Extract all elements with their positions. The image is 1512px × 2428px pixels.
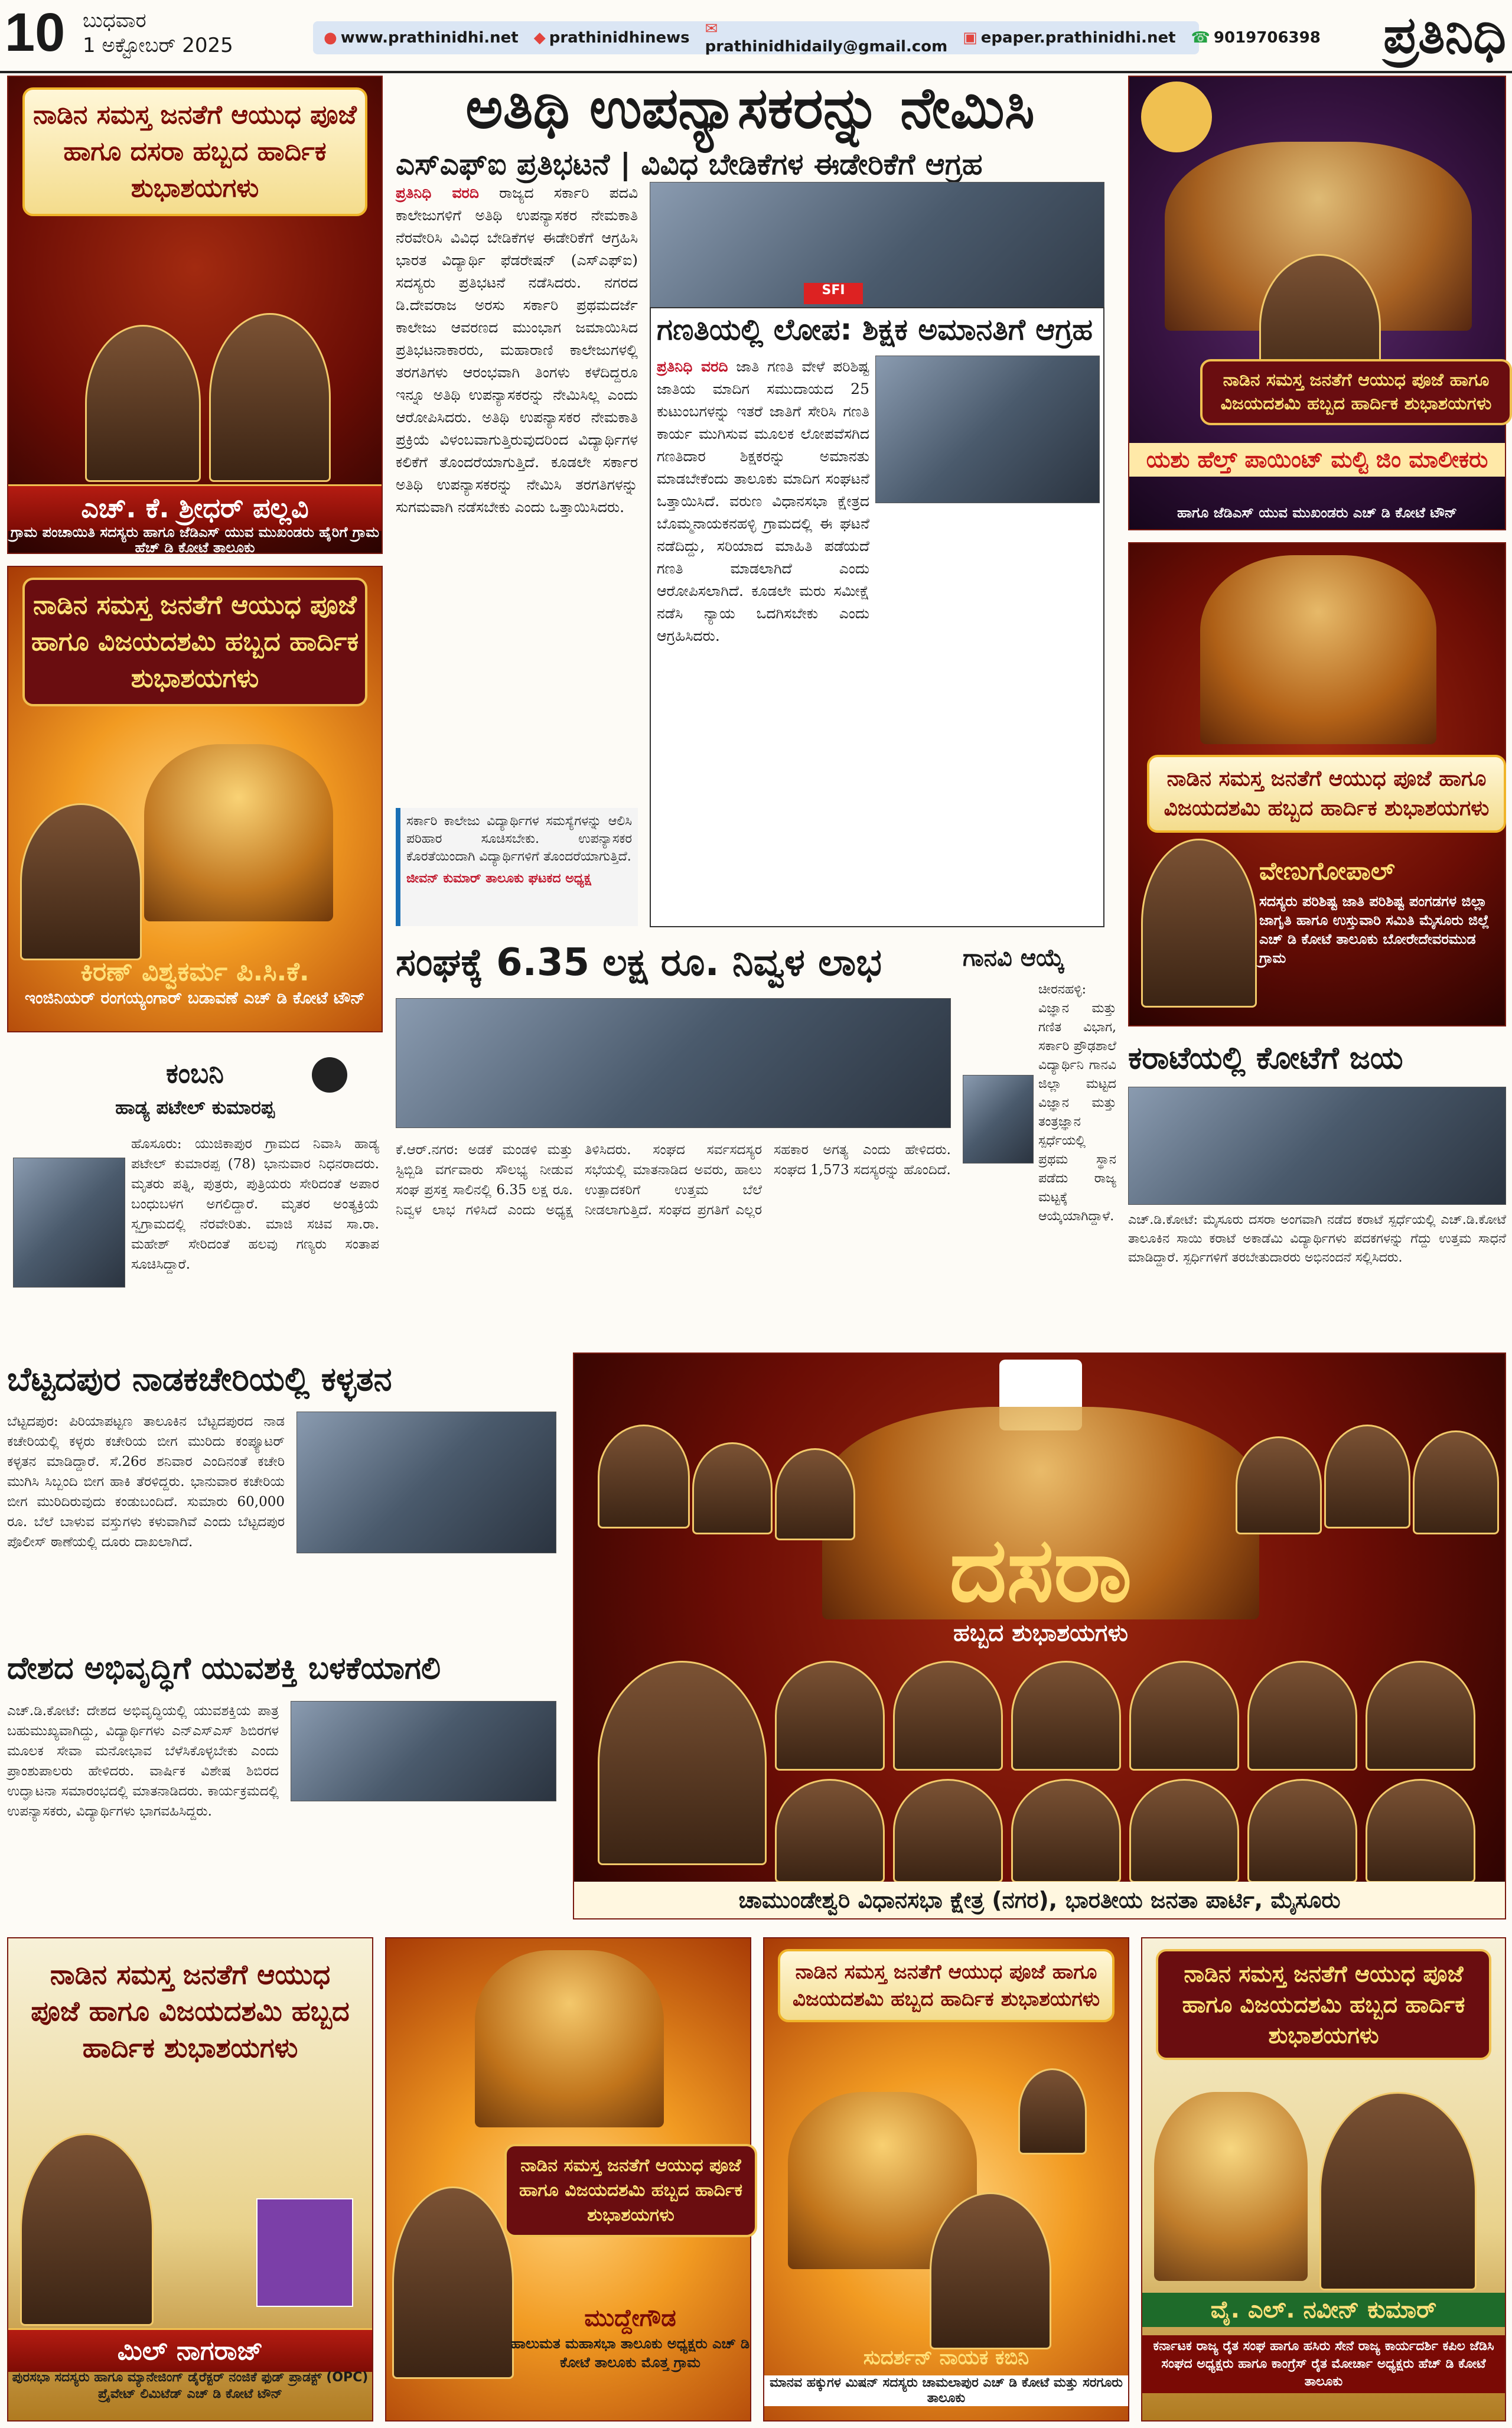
youth-headline: ದೇಶದ ಅಭಿವೃದ್ಧಿಗೆ ಯುವಶಕ್ತಿ ಬಳಕೆಯಾಗಲಿ bbox=[7, 1651, 441, 1686]
ganavi-body: ಚೀರನಹಳ್ಳಿ: ವಿಜ್ಞಾನ ಮತ್ತು ಗಣಿತ ವಿಭಾಗ, ಸರ್ಕಾರಿ ಪ್ರೌಢಶಾಲೆ ವಿದ್ಯಾರ್ಥಿನಿ ಗಾನವಿ ಜಿಲ್ಲಾ ಮಟ್ಟದ ವಿಜ್ಞಾನ ಮತ್ತು ತಂತ್ರಜ್ಞಾನ ಸ್ಪರ್ಧೆಯಲ್ಲಿ ಪ್ರಥಮ ಸ್ಥಾನ ಪಡೆದು ರಾಜ್ಯ ಮಟ್ಟಕ್ಕೆ ಆಯ್ಕೆಯಾಗಿದ್ದಾಳೆ. bbox=[1038, 982, 1116, 1224]
obituary-photo bbox=[13, 1158, 125, 1288]
ad-muddegowda bbox=[385, 1937, 751, 2422]
leader-portrait bbox=[1236, 1436, 1322, 1534]
member-portrait bbox=[1366, 1779, 1475, 1883]
ad-kiran bbox=[7, 566, 383, 1032]
survey-body: ಪ್ರತಿನಿಧಿ ವರದಿ ಜಾತಿ ಗಣತಿ ವೇಳೆ ಪರಿಶಿಷ್ಟ ಜಾತಿಯ ಮಾದಿಗ ಸಮುದಾಯದ 25 ಕುಟುಂಬಗಳನ್ನು ಇತರೆ ಜಾತಿಗೆ ಸೇರಿಸಿ ಗಣತಿ ಕಾರ್ಯ ಮುಗಿಸುವ ಮೂಲಕ ಲೋಪವೆಸಗಿದ ಗಣತಿದಾರ ಶಿಕ್ಷಕರನ್ನು ಅಮಾನತು ಮಾಡಬೇಕೆಂದು ತಾಲೂಕು ಮಾದಿಗ ಸಂಘಟನೆ ಒತ್ತಾಯಿಸಿದೆ. ವರುಣ ವಿಧಾನಸಭಾ ಕ್ಷೇತ್ರದ ಬೊಮ್ಮನಾಯಕನಹಳ್ಳಿ ಗ್ರಾಮದಲ್ಲಿ ಈ ಘಟನೆ ನಡೆದಿದ್ದು, ಸರಿಯಾದ ಮಾಹಿತಿ ಪಡೆಯದೆ ಗಣತಿ ಮಾಡಲಾಗಿದೆ ಎಂದು ಆರೋಪಿಸಲಾಗಿದೆ. ಕೂಡಲೇ ಮರು ಸಮೀಕ್ಷೆ ನಡೆಸಿ ನ್ಯಾಯ ಒದಗಿಸಬೇಕು ಎಂದು ಆಗ್ರಹಿಸಿದರು. bbox=[657, 358, 869, 644]
dairy-headline: ಸಂಘಕ್ಕೆ 6.35 ಲಕ್ಷ ರೂ. ನಿವ್ವಳ ಲಾಭ bbox=[396, 941, 882, 985]
obituary-title: ಕಂಬನಿ bbox=[166, 1057, 224, 1089]
candidate-portrait bbox=[598, 1661, 767, 1865]
social-link[interactable]: ◆ prathinidhinews bbox=[533, 29, 690, 47]
theft-headline: ಬೆಟ್ಟದಪುರ ನಾಡಕಚೇರಿಯಲ್ಲಿ ಕಳ್ಳತನ bbox=[7, 1360, 392, 1399]
ad-description: ಇಂಜಿನಿಯರ್ ರಂಗಯ್ಯಂಗಾರ್ ಬಡಾವಣೆ ಎಚ್ ಡಿ ಕೋಟೆ ಟೌನ್ bbox=[24, 988, 366, 1008]
masthead: ಪ್ರತಿನಿಧಿ bbox=[1383, 6, 1506, 65]
portrait-man bbox=[392, 2186, 514, 2379]
mail-icon: ✉ bbox=[705, 20, 718, 38]
portrait-small bbox=[1018, 2068, 1087, 2155]
member-portrait bbox=[1129, 1779, 1239, 1883]
member-portrait bbox=[893, 1661, 1003, 1771]
portrait-woman bbox=[85, 325, 201, 482]
elephant-illustration bbox=[1200, 555, 1436, 744]
member-portrait bbox=[775, 1661, 885, 1771]
ad-footer: ಚಾಮುಂಡೇಶ್ವರಿ ವಿಧಾನಸಭಾ ಕ್ಷೇತ್ರ (ನಗರ), ಭಾರತೀಯ ಜನತಾ ಪಾರ್ಟಿ, ಮೈಸೂರು bbox=[574, 1882, 1505, 1918]
website-link[interactable]: ● www.prathinidhi.net bbox=[324, 29, 519, 47]
ad-name: ಯಶು ಹೆಲ್ತ್ ಪಾಯಿಂಟ್ ಮಲ್ಟಿ ಜಿಂ ಮಾಲೀಕರು bbox=[1129, 443, 1505, 477]
leader-portrait bbox=[1413, 1430, 1499, 1534]
portrait-man bbox=[1141, 839, 1257, 1008]
leader-portrait bbox=[598, 1425, 690, 1529]
day-label: ಬುಧವಾರ bbox=[83, 9, 146, 32]
ad-description: ಪುರಸಭಾ ಸದಸ್ಯರು ಹಾಗೂ ಮ್ಯಾನೇಜಿಂಗ್ ಡೈರೆಕ್ಟರ್ ನಂಜಿಕೆ ಫುಡ್ ಪ್ರಾಡಕ್ಟ್ (OPC) ಪ್ರೈವೇಟ್ ಲಿಮಿಟೆಡ್ ಎಚ್ ಡಿ ಕೋಟೆ ಟೌನ್ bbox=[12, 2370, 369, 2401]
ad-greeting: ನಾಡಿನ ಸಮಸ್ತ ಜನತೆಗೆ ಆಯುಧ ಪೂಜೆ ಹಾಗೂ ವಿಜಯದಶಮಿ ಹಬ್ಬದ ಹಾರ್ದಿಕ ಶುಭಾಶಯಗಳು bbox=[1200, 359, 1512, 425]
ad-name: ಮುದ್ದೇಗೌಡ bbox=[584, 2305, 676, 2332]
quote-box bbox=[396, 808, 638, 926]
ad-name: ಮಿಲ್ ನಾಗರಾಜ್ bbox=[8, 2328, 372, 2372]
ad-title: ದಸರಾ bbox=[949, 1519, 1132, 1622]
phone-icon: ☎ bbox=[1191, 29, 1210, 47]
gym-logo bbox=[1141, 82, 1212, 152]
survey-photo bbox=[875, 356, 1100, 503]
dairy-body: ಕೆ.ಆರ್.ನಗರ: ಅಡಕೆ ಮಂಡಳಿ ಮತ್ತು ಸ್ಟಿಬ್ಬಿಡಿ ವರ್ಗವಾರು ಸೌಲಭ್ಯ ನೀಡುವ ಸಂಘ ಪ್ರಸಕ್ತ ಸಾಲಿನಲ್ಲಿ 6.35 ಲಕ್ಷ ರೂ. ನಿವ್ವಳ ಲಾಭ ಗಳಿಸಿದೆ ಎಂದು ಅಧ್ಯಕ್ಷ ತಿಳಿಸಿದರು. ಸಂಘದ ಸರ್ವಸದಸ್ಯರ ಸಭೆಯಲ್ಲಿ ಮಾತನಾಡಿದ ಅವರು, ಹಾಲು ಉತ್ಪಾದಕರಿಗೆ ಉತ್ತಮ ಬೆಲೆ ನೀಡಲಾಗುತ್ತಿದೆ. ಸಂಘದ ಪ್ರಗತಿಗೆ ಎಲ್ಲರ ಸಹಕಾರ ಅಗತ್ಯ ಎಂದು ಹೇಳಿದರು. ಸಂಘದ 1,573 ಸದಸ್ಯರನ್ನು ಹೊಂದಿದೆ. bbox=[396, 1142, 951, 1218]
ad-greeting: ನಾಡಿನ ಸಮಸ್ತ ಜನತೆಗೆ ಆಯುಧ ಪೂಜೆ ಹಾಗೂ ವಿಜಯದಶಮಿ ಹಬ್ಬದ ಹಾರ್ದಿಕ ಶುಭಾಶಯಗಳು bbox=[778, 1949, 1115, 2022]
ad-shridhar bbox=[7, 76, 383, 554]
page-number: 10 bbox=[5, 2, 66, 63]
portrait-man bbox=[209, 313, 331, 482]
date-block bbox=[83, 8, 295, 61]
portrait-man bbox=[20, 2133, 154, 2326]
main-subheadline: ಎಸ್‌ಎಫ್‌ಐ ಪ್ರತಿಭಟನೆ | ವಿವಿಧ ಬೇಡಿಕೆಗಳ ಈಡೇರಿಕೆಗೆ ಆಗ್ರಹ bbox=[396, 147, 983, 181]
member-portrait bbox=[1366, 1661, 1475, 1771]
quote-text: ಸರ್ಕಾರಿ ಕಾಲೇಜು ವಿದ್ಯಾರ್ಥಿಗಳ ಸಮಸ್ಯೆಗಳನ್ನು ಆಲಿಸಿ ಪರಿಹಾರ ಸೂಚಿಸಬೇಕು. ಉಪನ್ಯಾಸಕರ ಕೊರತೆಯಿಂದಾಗಿ ವಿದ್ಯಾರ್ಥಿಗಳಿಗೆ ತೊಂದರೆಯಾಗುತ್ತಿದೆ. bbox=[406, 814, 632, 864]
dairy-article bbox=[396, 939, 951, 1341]
lamp-icon bbox=[312, 1057, 347, 1093]
ad-description: ಹಾಗೂ ಜೆಡಿಎಸ್ ಯುವ ಮುಖಂಡರು ಎಚ್ ಡಿ ಕೋಟೆ ಟೌನ್ bbox=[1177, 504, 1458, 521]
dairy-photo bbox=[396, 998, 951, 1128]
member-portrait bbox=[775, 1779, 885, 1883]
obituary-body: ಹೊಸೂರು: ಯುಜಿಕಾಪುರ ಗ್ರಾಮದ ನಿವಾಸಿ ಹಾಡ್ಯ ಪಟೇಲ್ ಕುಮಾರಪ್ಪ (78) ಭಾನುವಾರ ನಿಧನರಾದರು. ಮೃತರು ಪತ್ನಿ, ಪುತ್ರರು, ಪುತ್ರಿಯರು ಸೇರಿದಂತೆ ಅಪಾರ ಬಂಧುಬಳಗ ಅಗಲಿದ್ದಾರೆ. ಮೃತರ ಅಂತ್ಯಕ್ರಿಯೆ ಸ್ವಗ್ರಾಮದಲ್ಲಿ ನೆರವೇರಿತು. ಮಾಜಿ ಸಚಿವ ಸಾ.ರಾ. ಮಹೇಶ್ ಸೇರಿದಂತೆ ಹಲವು ಗಣ್ಯರು ಸಂತಾಪ ಸೂಚಿಸಿದ್ದಾರೆ. bbox=[131, 1136, 379, 1272]
epaper-icon: ▣ bbox=[963, 29, 977, 47]
ganavi-article bbox=[963, 939, 1116, 1341]
ad-bjp-dasara bbox=[573, 1352, 1506, 1919]
ad-greeting: ನಾಡಿನ ಸಮಸ್ತ ಜನತೆಗೆ ಆಯುಧ ಪೂಜೆ ಹಾಗೂ ವಿಜಯದಶಮಿ ಹಬ್ಬದ ಹಾರ್ದಿಕ ಶುಭಾಶಯಗಳು bbox=[22, 578, 367, 706]
contact-bar bbox=[313, 20, 1321, 56]
ad-naveen bbox=[1141, 1937, 1506, 2422]
obituary-name: ಹಾಡ್ಯ ಪಟೇಲ್ ಕುಮಾರಪ್ಪ bbox=[115, 1096, 275, 1119]
ad-description: ಗ್ರಾಮ ಪಂಚಾಯಿತಿ ಸದಸ್ಯರು ಹಾಗೂ ಜೆಡಿಎಸ್ ಯುವ ಮುಖಂಡರು ಹೈರಿಗೆ ಗ್ರಾಮ ಹೆಚ್ ಡಿ ಕೋಟೆ ತಾಲೂಕು bbox=[10, 524, 380, 556]
ad-greeting: ನಾಡಿನ ಸಮಸ್ತ ಜನತೆಗೆ ಆಯುಧ ಪೂಜೆ ಹಾಗೂ ದಸರಾ ಹಬ್ಬದ ಹಾರ್ದಿಕ ಶುಭಾಶಯಗಳು bbox=[22, 87, 367, 216]
karate-body: ಎಚ್.ಡಿ.ಕೋಟೆ: ಮೈಸೂರು ದಸರಾ ಅಂಗವಾಗಿ ನಡೆದ ಕರಾಟೆ ಸ್ಪರ್ಧೆಯಲ್ಲಿ ಎಚ್.ಡಿ.ಕೋಟೆ ತಾಲೂಕಿನ ಸಾಯಿ ಕರಾಟೆ ಅಕಾಡೆಮಿ ವಿದ್ಯಾರ್ಥಿಗಳು ಪದಕಗಳನ್ನು ಗೆದ್ದು ಉತ್ತಮ ಸಾಧನೆ ಮಾಡಿದ್ದಾರೆ. ಸ್ಪರ್ಧಿಗಳಿಗೆ ತರಬೇತುದಾರರು ಅಭಿನಂದನೆ ಸಲ್ಲಿಸಿದರು. bbox=[1128, 1213, 1506, 1265]
ad-yashu bbox=[1128, 76, 1506, 530]
theft-body: ಬೆಟ್ಟದಪುರ: ಪಿರಿಯಾಪಟ್ಟಣ ತಾಲೂಕಿನ ಬೆಟ್ಟದಪುರದ ನಾಡ ಕಚೇರಿಯಲ್ಲಿ ಕಳ್ಳರು ಕಚೇರಿಯ ಬೀಗ ಮುರಿದು ಕಂಪ್ಯೂಟರ್ ಕಳ್ಳತನ ಮಾಡಿದ್ದಾರೆ. ಸೆ.26ರ ಶನಿವಾರ ಎಂದಿನಂತೆ ಕಚೇರಿ ಮುಗಿಸಿ ಸಿಬ್ಬಂದಿ ಬೀಗ ಹಾಕಿ ತೆರಳಿದ್ದರು. ಭಾನುವಾರ ಕಚೇರಿಯ ಬೀಗ ಮುರಿದಿರುವುದು ಕಂಡುಬಂದಿದೆ. ಸುಮಾರು 60,000 ರೂ. ಬೆಲೆ ಬಾಳುವ ವಸ್ತುಗಳು ಕಳುವಾಗಿವೆ ಎಂದು ಬೆಟ್ಟದಪುರ ಪೊಲೀಸ್ ಠಾಣೆಯಲ್ಲಿ ದೂರು ದಾಖಲಾಗಿದೆ. bbox=[7, 1414, 285, 1550]
social-icon: ◆ bbox=[533, 29, 546, 47]
byline: ಪ್ರತಿನಿಧಿ ವರದಿ bbox=[396, 184, 479, 201]
ad-nagaraj bbox=[7, 1937, 373, 2422]
product-pack bbox=[256, 2198, 353, 2307]
globe-icon: ● bbox=[324, 29, 337, 47]
theft-article bbox=[7, 1358, 562, 1636]
ad-name: ವೈ. ಎಲ್. ನವೀನ್ ಕುಮಾರ್ bbox=[1142, 2293, 1505, 2327]
member-portrait bbox=[893, 1779, 1003, 1883]
youth-photo bbox=[291, 1701, 556, 1801]
ad-name: ಎಚ್. ಕೆ. ಶ್ರೀಧರ್ ಪಲ್ಲವಿ bbox=[8, 484, 382, 531]
obituary bbox=[7, 1057, 383, 1382]
member-portrait bbox=[1247, 1661, 1357, 1771]
date-label: 1 ಅಕ್ಟೋಬರ್ 2025 bbox=[83, 34, 233, 57]
ganavi-headline: ಗಾನವಿ ಆಯ್ಕೆ bbox=[963, 944, 1065, 972]
leader-portrait bbox=[775, 1448, 855, 1540]
leader-portrait bbox=[692, 1442, 773, 1534]
ad-greeting: ನಾಡಿನ ಸಮಸ್ತ ಜನತೆಗೆ ಆಯುಧ ಪೂಜೆ ಹಾಗೂ ವಿಜಯದಶಮಿ ಹಬ್ಬದ ಹಾರ್ದಿಕ ಶುಭಾಶಯಗಳು bbox=[1156, 1949, 1491, 2060]
phone-link[interactable]: ☎ 9019706398 bbox=[1191, 29, 1321, 47]
member-portrait bbox=[1247, 1779, 1357, 1883]
portrait-man bbox=[930, 2192, 1051, 2349]
ad-description: ಸದಸ್ಯರು ಪರಿಶಿಷ್ಟ ಜಾತಿ ಪರಿಶಿಷ್ಟ ಪಂಗಡಗಳ ಜಿಲ್ಲಾ ಜಾಗೃತಿ ಹಾಗೂ ಉಸ್ತುವಾರಿ ಸಮಿತಿ ಮೈಸೂರು ಜಿಲ್ಲೆ ಎಚ್ ಡಿ ಕೋಟೆ ತಾಲೂಕು ಬೋರೇದೇವರಮುಡ ಗ್ರಾಮ bbox=[1259, 893, 1490, 966]
elephant-illustration bbox=[144, 744, 333, 921]
youth-body: ಎಚ್.ಡಿ.ಕೋಟೆ: ದೇಶದ ಅಭಿವೃದ್ಧಿಯಲ್ಲಿ ಯುವಶಕ್ತಿಯ ಪಾತ್ರ ಬಹುಮುಖ್ಯವಾಗಿದ್ದು, ವಿದ್ಯಾರ್ಥಿಗಳು ಎನ್‌ಎಸ್‌ಎಸ್ ಶಿಬಿರಗಳ ಮೂಲಕ ಸೇವಾ ಮನೋಭಾವ ಬೆಳೆಸಿಕೊಳ್ಳಬೇಕು ಎಂದು ಪ್ರಾಂಶುಪಾಲರು ಹೇಳಿದರು. ವಾರ್ಷಿಕ ವಿಶೇಷ ಶಿಬಿರದ ಉದ್ಘಾಟನಾ ಸಮಾರಂಭದಲ್ಲಿ ಮಾತನಾಡಿದರು. ಕಾರ್ಯಕ್ರಮದಲ್ಲಿ ಉಪನ್ಯಾಸಕರು, ವಿದ್ಯಾರ್ಥಿಗಳು ಭಾಗವಹಿಸಿದ್ದರು. bbox=[7, 1703, 279, 1819]
sfi-banner: SFI bbox=[804, 283, 863, 304]
ad-description: ಕರ್ನಾಟಕ ರಾಜ್ಯ ರೈತ ಸಂಘ ಹಾಗೂ ಹಸಿರು ಸೇನೆ ರಾಜ್ಯ ಕಾರ್ಯದರ್ಶಿ ಕಪಿಲ ಜೆಡಿಸಿ ಸಂಘದ ಅಧ್ಯಕ್ಷರು ಹಾಗೂ ಕಾಂಗ್ರೆಸ್ ರೈತ ಮೋರ್ಚಾ ಅಧ್ಯಕ್ಷರು ಹೆಚ್ ಡಿ ಕೋಟೆ ತಾಲೂಕು bbox=[1142, 2335, 1505, 2393]
survey-headline: ಗಣತಿಯಲ್ಲಿ ಲೋಪ: ಶಿಕ್ಷಕ ಅಮಾನತಿಗೆ ಆಗ್ರಹ bbox=[657, 312, 1093, 347]
main-headline: ಅತಿಥಿ ಉಪನ್ಯಾಸಕರನ್ನು ನೇಮಿಸಿ bbox=[465, 75, 1035, 141]
ad-name: ವೇಣುಗೋಪಾಲ್ bbox=[1259, 856, 1395, 885]
main-body: ಪ್ರತಿನಿಧಿ ವರದಿ ರಾಜ್ಯದ ಸರ್ಕಾರಿ ಪದವಿ ಕಾಲೇಜುಗಳಿಗೆ ಅತಿಥಿ ಉಪನ್ಯಾಸಕರ ನೇಮಕಾತಿ ನೆರವೇರಿಸಿ ವಿವಿಧ ಬೇಡಿಕೆಗಳ ಈಡೇರಿಕೆಗೆ ಆಗ್ರಹಿಸಿ ಭಾರತ ವಿದ್ಯಾರ್ಥಿ ಫೆಡರೇಷನ್ (ಎಸ್‌ಎಫ್‌ಐ) ಸದಸ್ಯರು ಪ್ರತಿಭಟನೆ ನಡೆಸಿದರು. ನಗರದ ಡಿ.ದೇವರಾಜ ಅರಸು ಸರ್ಕಾರಿ ಪ್ರಥಮದರ್ಜೆ ಕಾಲೇಜು ಆವರಣದ ಮುಂಭಾಗ ಜಮಾಯಿಸಿದ ಪ್ರತಿಭಟನಾಕಾರರು, ಮಹಾರಾಣಿ ಕಾಲೇಜುಗಳಲ್ಲಿ ತರಗತಿಗಳು ಆರಂಭವಾಗಿ ತಿಂಗಳು ಕಳೆದಿದ್ದರೂ ಇನ್ನೂ ಅತಿಥಿ ಉಪನ್ಯಾಸಕರನ್ನು ನೇಮಿಸಿಲ್ಲ ಎಂದು ಆರೋಪಿಸಿದರು. ಅತಿಥಿ ಉಪನ್ಯಾಸಕರ ನೇಮಕಾತಿ ಪ್ರಕ್ರಿಯೆ ವಿಳಂಬವಾಗುತ್ತಿರುವುದರಿಂದ ವಿದ್ಯಾರ್ಥಿಗಳ ಕಲಿಕೆಗೆ ತೊಂದರೆಯಾಗುತ್ತಿದೆ. ಕೂಡಲೇ ಸರ್ಕಾರ ಅತಿಥಿ ಉಪನ್ಯಾಸಕರನ್ನು ನೇಮಿಸಿ ತರಗತಿಗಳನ್ನು ಸುಗಮವಾಗಿ ನಡೆಸಬೇಕು ಎಂದು ಒತ್ತಾಯಿಸಿದರು. bbox=[396, 184, 638, 516]
youth-article bbox=[7, 1648, 562, 1919]
quote-author: ಜೀವನ್ ಕುಮಾರ್ ತಾಲೂಕು ಘಟಕದ ಅಧ್ಯಕ್ಷ bbox=[406, 871, 591, 886]
member-portrait bbox=[1011, 1661, 1121, 1771]
theft-photo bbox=[296, 1412, 556, 1553]
ad-greeting: ನಾಡಿನ ಸಮಸ್ತ ಜನತೆಗೆ ಆಯುಧ ಪೂಜೆ ಹಾಗೂ ವಿಜಯದಶಮಿ ಹಬ್ಬದ ಹಾರ್ದಿಕ ಶುಭಾಶಯಗಳು bbox=[31, 1958, 350, 2064]
karate-photo bbox=[1128, 1087, 1506, 1205]
karate-article bbox=[1128, 1039, 1506, 1341]
portrait-man bbox=[20, 803, 142, 960]
member-portrait bbox=[1129, 1661, 1239, 1771]
ad-description: ಮಾನವ ಹಕ್ಕುಗಳ ಮಿಷನ್ ಸದಸ್ಯರು ಚಾಮಲಾಪುರ ಎಚ್ ಡಿ ಕೋಟೆ ಮತ್ತು ಸರಗೂರು ತಾಲೂಕು bbox=[764, 2375, 1128, 2406]
ad-greeting: ನಾಡಿನ ಸಮಸ್ತ ಜನತೆಗೆ ಆಯುಧ ಪೂಜೆ ಹಾಗೂ ವಿಜಯದಶಮಿ ಹಬ್ಬದ ಹಾರ್ದಿಕ ಶುಭಾಶಯಗಳು bbox=[1147, 755, 1506, 833]
ad-greeting: ನಾಡಿನ ಸಮಸ್ತ ಜನತೆಗೆ ಆಯುಧ ಪೂಜೆ ಹಾಗೂ ವಿಜಯದಶಮಿ ಹಬ್ಬದ ಹಾರ್ದಿಕ ಶುಭಾಶಯಗಳು bbox=[504, 2144, 757, 2237]
epaper-link[interactable]: ▣ epaper.prathinidhi.net bbox=[963, 29, 1176, 47]
email-link[interactable]: ✉prathinidhidaily@gmail.com bbox=[705, 20, 948, 56]
portrait-man bbox=[1319, 2092, 1477, 2290]
member-portrait bbox=[1011, 1779, 1121, 1883]
elephant-illustration bbox=[1154, 2092, 1308, 2281]
ad-description: ಹಾಲುಮತ ಮಹಾಸಭಾ ತಾಲೂಕು ಅಧ್ಯಕ್ಷರು ಎಚ್ ಡಿ ಕೋಟೆ ತಾಲೂಕು ಮೊತ್ತ ಗ್ರಾಮ bbox=[510, 2335, 750, 2371]
ad-venugopal bbox=[1128, 542, 1506, 1026]
survey-article bbox=[650, 307, 1104, 927]
elephant-illustration bbox=[475, 1950, 664, 2127]
header-rule bbox=[0, 71, 1512, 73]
karate-headline: ಕರಾಟೆಯಲ್ಲಿ ಕೋಟೆಗೆ ಜಯ bbox=[1128, 1041, 1403, 1076]
ad-name: ಸುದರ್ಶನ್ ನಾಯಕ ಕಬಿನಿ bbox=[863, 2346, 1029, 2370]
ad-name: ಕಿರಣ್ ವಿಶ್ವಕರ್ಮ ಪಿ.ಸಿ.ಕೆ. bbox=[80, 957, 309, 987]
leader-portrait bbox=[1324, 1425, 1410, 1529]
ad-subtitle: ಹಬ್ಬದ ಶುಭಾಶಯಗಳು bbox=[953, 1619, 1129, 1647]
ad-sudarshan bbox=[763, 1937, 1129, 2422]
